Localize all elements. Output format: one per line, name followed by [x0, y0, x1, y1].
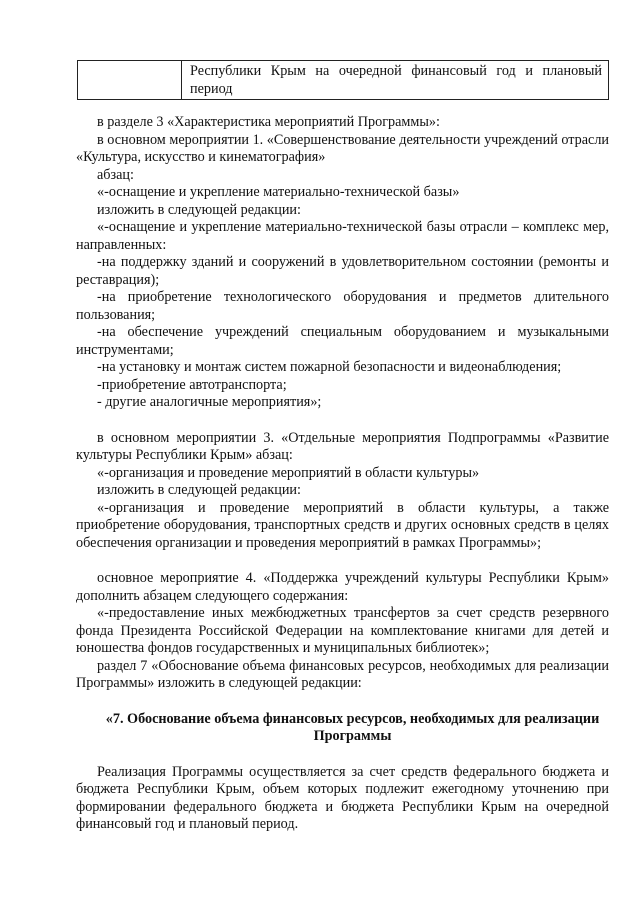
document-body	[76, 114, 609, 834]
spacer	[76, 552, 609, 570]
paragraph-section-3-intro: в разделе 3 «Характеристика мероприятий Программы»:	[97, 114, 440, 130]
paragraph-abzats-1: абзац:	[97, 166, 134, 183]
paragraph-new-edition-1: изложить в следующей редакции:	[97, 201, 301, 218]
paragraph-activity-1: в основном мероприятии 1. «Совершенствование деятельности учреждений отрасли «Культура, искусство и кинематография»	[76, 131, 609, 165]
list-item-fire-safety: -на установку и монтаж систем пожарной безопасности и видеонаблюдения;	[97, 359, 562, 375]
section-7-heading: «7. Обоснование объема финансовых ресурсов, необходимых для реализации Программы	[105, 710, 600, 744]
spacer	[76, 746, 609, 764]
list-item-equipment: -на приобретение технологического оборудования и предметов длительного пользования;	[76, 289, 609, 323]
paragraph-old-text-1: «-оснащение и укрепление материально-технической базы»	[97, 184, 460, 200]
paragraph-section-7-intro: раздел 7 «Обоснование объема финансовых ресурсов, необходимых для реализации Программы» изложить в следующей редакции:	[76, 657, 609, 691]
list-item-other: - другие аналогичные мероприятия»;	[97, 394, 322, 410]
header-table-right-cell: Республики Крым на очередной финансовый год и плановый период	[190, 63, 602, 97]
paragraph-financing: Реализация Программы осуществляется за счет средств федерального бюджета и бюджета Республики Крым, объем которых подлежит ежегодному уточнению при формировании федерального бюджета и бюджета Республики Крым на очередной финансовый год и плановый период.	[76, 763, 609, 832]
header-table	[77, 60, 609, 100]
spacer	[76, 693, 609, 711]
paragraph-new-text-2: «-организация и проведение мероприятий в области культуры, а также приобретение оборудования, транспортных средств и других основных средств в целях обеспечения организации и проведения мероприятий в рамках Программы»;	[76, 499, 609, 551]
paragraph-new-text-3: «-предоставление иных межбюджетных трансфертов за счет средств резервного фонда Президента Российской Федерации на комплектование книгами для детей и юношества фондов государственных и муниципальных библиотек»;	[76, 605, 609, 656]
paragraph-old-text-2: «-организация и проведение мероприятий в области культуры»	[97, 464, 480, 481]
spacer	[76, 412, 609, 430]
paragraph-activity-4: основное мероприятие 4. «Поддержка учреждений культуры Республики Крым» дополнить абзацем следующего содержания:	[76, 570, 609, 604]
paragraph-new-edition-2: изложить в следующей редакции:	[97, 482, 301, 498]
paragraph-new-text-1: «-оснащение и укрепление материально-технической базы отрасли – комплекс мер, направленных:	[76, 219, 609, 253]
list-item-buildings: -на поддержку зданий и сооружений в удовлетворительном состоянии (ремонты и реставрация);	[76, 254, 609, 288]
paragraph-activity-3: в основном мероприятии 3. «Отдельные мероприятия Подпрограммы «Развитие культуры Республики Крым» абзац:	[76, 429, 609, 463]
header-table-left-cell	[78, 61, 182, 99]
list-item-instruments: -на обеспечение учреждений специальным оборудованием и музыкальными инструментами;	[76, 324, 609, 358]
list-item-vehicles: -приобретение автотранспорта;	[97, 376, 287, 393]
